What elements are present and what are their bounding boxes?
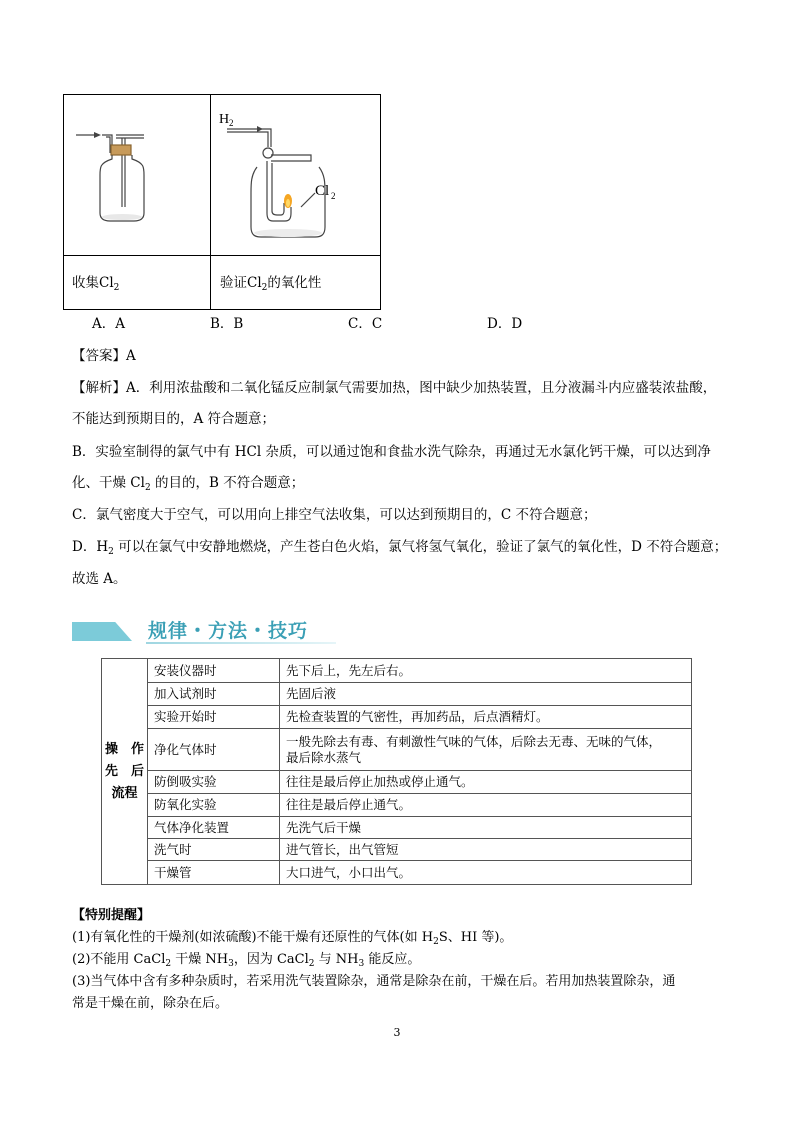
rule-name: 防倒吸实验 [148,771,280,794]
page-number: 3 [393,1026,401,1039]
rule-desc: 先洗气后干燥 [280,817,692,839]
label-cl2: Cl [315,183,330,199]
analysis-line: 不能达到预期目的，A 符合题意； [72,411,276,427]
tip-line: 常是干燥在前，除杂在后。 [72,996,229,1011]
analysis-line: B．实验室制得的氯气中有 HCl 杂质，可以通过饱和食盐水洗气除杂，再通过无水氯化钙干燥，可以达到净 [72,444,711,460]
analysis-line: 【解析】A．利用浓盐酸和二氧化锰反应制氯气需要加热，图中缺少加热装置，且分液漏斗内应盛装浓盐酸， [72,380,717,396]
rule-name: 实验开始时 [148,706,280,729]
apparatus-figure-table [63,94,381,310]
label-h2-subscript: 2 [229,118,234,128]
label-h2: H [219,112,230,127]
answer-line: 【答案】A [72,348,136,364]
rule-name: 防氧化实验 [148,794,280,817]
rule-name: 加入试剂时 [148,683,280,706]
table-row [102,683,692,706]
gas-collection-bottle-diagram [64,95,210,255]
option-a: A．A [92,316,125,332]
rule-desc: 大口进气，小口出气。 [280,861,692,885]
table-row [102,817,692,839]
rule-desc: 先下后上，先左后右。 [280,659,692,683]
rule-desc: 先检查装置的气密性，再加药品，后点酒精灯。 [280,706,692,729]
rule-name: 干燥管 [148,861,280,885]
option-d: D．D [487,316,523,332]
section-title: 规律・方法・技巧 [148,620,309,642]
caption-verify-cl2-oxidation: 验证$Cl_2$的氧化性 [220,275,322,293]
table-row [102,794,692,817]
analysis-line: 故选 A。 [72,571,127,587]
tip-line: (2)不能用 CaCl$_2$ 干燥 $NH_3$，因为 CaCl$_2$ 与 $NH_3$ 能反应。 [72,952,421,969]
table-row [102,839,692,861]
rule-desc: 往往是最后停止加热或停止通气。 [280,771,692,794]
table-row [102,729,692,771]
rule-desc: 进气管长，出气管短 [280,839,692,861]
rule-desc: 往往是最后停止通气。 [280,794,692,817]
option-b: B．B [210,316,244,332]
option-c: C．C [348,316,383,332]
table-row [102,771,692,794]
table-divider [64,255,380,256]
rule-desc: 一般先除去有毒、有刺激性气味的气体，后除去无毒、无味的气体， 最后除水蒸气 [280,729,692,771]
rules-table [101,658,692,885]
analysis-line: C．氯气密度大于空气，可以用向上排空气法收集，可以达到预期目的，C 不符合题意； [72,507,597,523]
section-header-bar [72,622,132,641]
label-cl2-subscript: 2 [331,191,336,201]
tip-line: (3)当气体中含有多种杂质时，若采用洗气装置除杂，通常是除杂在前，干燥在后。若用加热装置除杂，通 [72,974,676,989]
rule-name: 安装仪器时 [148,659,280,683]
h2-burning-in-cl2-diagram [211,95,379,255]
rule-name: 气体净化装置 [148,817,280,839]
rule-name: 洗气时 [148,839,280,861]
caption-collect-cl2: 收集$Cl_2$ [72,275,120,293]
analysis-line: D．$H_2$ 可以在氯气中安静地燃烧，产生苍白色火焰，氯气将氢气氧化，验证了氯气的氧化性，D 不符合题意； [72,539,728,557]
operation-order-label: 操 作 先 后 流程 [102,659,148,885]
tip-line: (1)有氧化性的干燥剂(如浓硫酸)不能干燥有还原性的气体(如 $H_2S$、HI 等)。 [72,930,513,947]
analysis-line: 化、干燥 $Cl_2$ 的目的，B 不符合题意； [72,475,305,493]
section-header [72,618,334,644]
rule-desc: 先固后液 [280,683,692,706]
special-tips-title: 【特别提醒】 [72,908,151,923]
table-row [102,659,692,683]
table-row [102,706,692,729]
table-row [102,861,692,885]
section-header-underline [146,642,336,644]
rule-name: 净化气体时 [148,729,280,771]
